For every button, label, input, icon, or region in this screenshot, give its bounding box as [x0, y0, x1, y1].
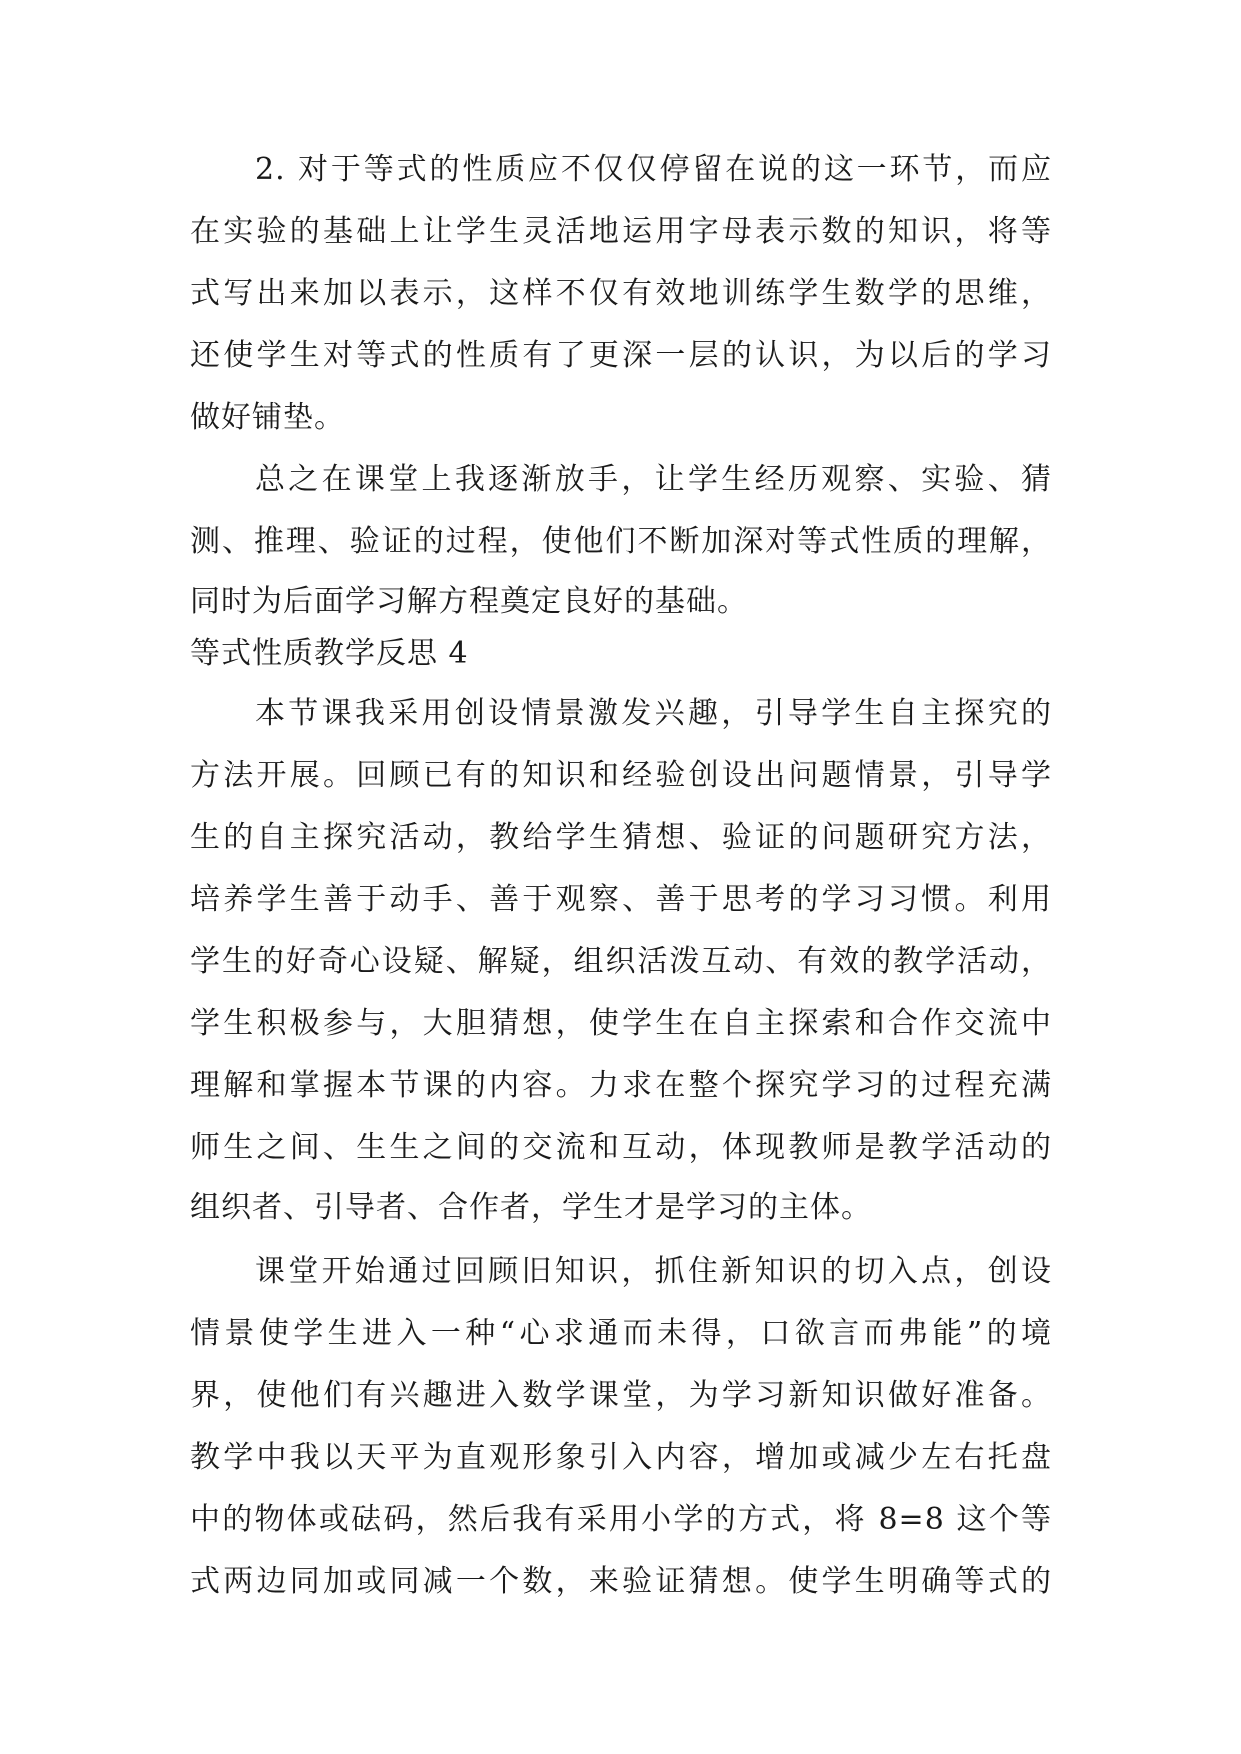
paragraph-line: 课堂开始通过回顾旧知识，抓住新知识的切入点，创设	[255, 1254, 1052, 1289]
paragraph-line: 2. 对于等式的性质应不仅仅停留在说的这一环节，而应	[255, 152, 1052, 187]
section-heading: 等式性质教学反思 4	[190, 636, 469, 671]
paragraph-line: 总之在课堂上我逐渐放手，让学生经历观察、实验、猜	[255, 462, 1052, 497]
paragraph-line: 中的物体或砝码，然后我有采用小学的方式，将 8=8 这个等	[190, 1502, 1052, 1537]
paragraph-line: 式写出来加以表示，这样不仅有效地训练学生数学的思维，	[190, 276, 1052, 311]
paragraph-line: 生的自主探究活动，教给学生猜想、验证的问题研究方法，	[190, 820, 1052, 855]
paragraph-line: 测、推理、验证的过程，使他们不断加深对等式性质的理解，	[190, 524, 1052, 559]
paragraph-line: 做好铺垫。	[190, 400, 345, 435]
paragraph-line: 学生的好奇心设疑、解疑，组织活泼互动、有效的教学活动，	[190, 944, 1052, 979]
paragraph-line: 教学中我以天平为直观形象引入内容，增加或减少左右托盘	[190, 1440, 1052, 1475]
paragraph-line: 培养学生善于动手、善于观察、善于思考的学习习惯。利用	[190, 882, 1052, 917]
paragraph-line: 式两边同加或同减一个数，来验证猜想。使学生明确等式的	[190, 1564, 1052, 1599]
paragraph-line: 学生积极参与，大胆猜想，使学生在自主探索和合作交流中	[190, 1006, 1052, 1041]
paragraph-line: 本节课我采用创设情景激发兴趣，引导学生自主探究的	[255, 696, 1052, 731]
paragraph-line: 组织者、引导者、合作者，学生才是学习的主体。	[190, 1190, 872, 1225]
paragraph-line: 理解和掌握本节课的内容。力求在整个探究学习的过程充满	[190, 1068, 1052, 1103]
paragraph-line: 界，使他们有兴趣进入数学课堂，为学习新知识做好准备。	[190, 1378, 1052, 1413]
paragraph-line: 还使学生对等式的性质有了更深一层的认识，为以后的学习	[190, 338, 1052, 373]
paragraph-line: 在实验的基础上让学生灵活地运用字母表示数的知识，将等	[190, 214, 1052, 249]
paragraph-line: 情景使学生进入一种“心求通而未得，口欲言而弗能”的境	[190, 1316, 1052, 1351]
paragraph-line: 方法开展。回顾已有的知识和经验创设出问题情景，引导学	[190, 758, 1052, 793]
paragraph-line: 同时为后面学习解方程奠定良好的基础。	[190, 584, 748, 619]
paragraph-line: 师生之间、生生之间的交流和互动，体现教师是教学活动的	[190, 1130, 1052, 1165]
